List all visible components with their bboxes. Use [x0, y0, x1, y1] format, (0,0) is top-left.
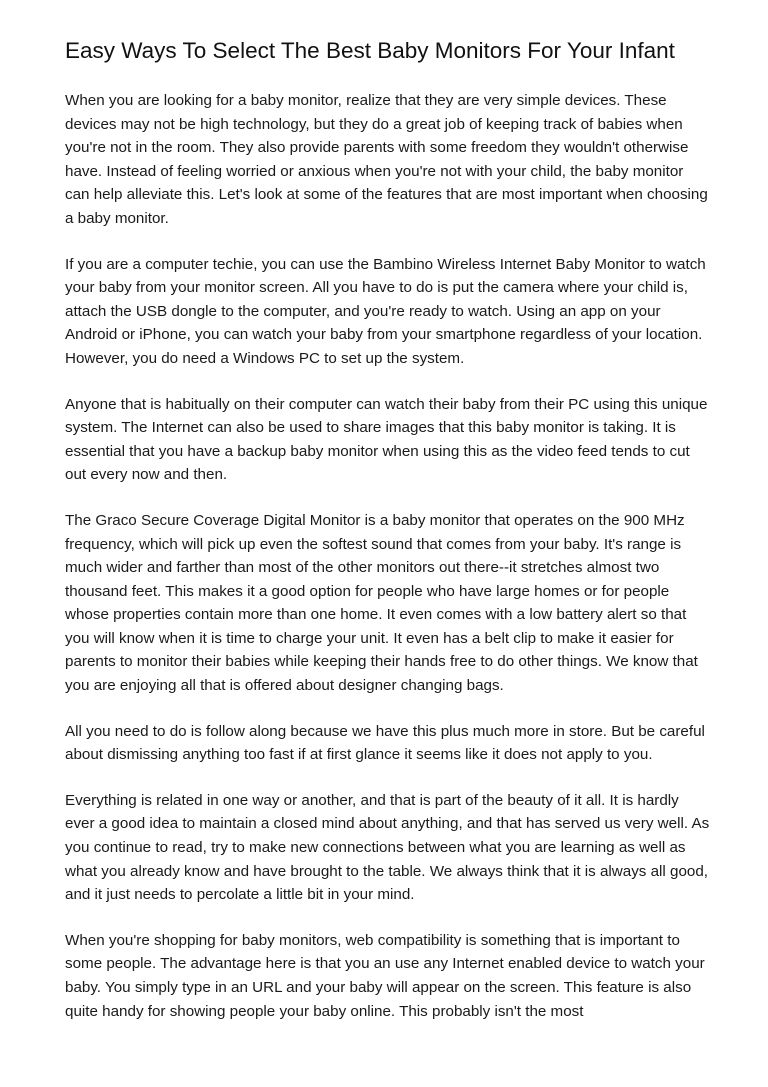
paragraph-6: Everything is related in one way or another, and that is part of the beauty of it all. It is hardly ever a good idea to maintain a closed mind about anything, and that has served us very well. As you continue to read, try to make new connections between what you are learning as well as what you already know and have brought to the table. We always think that it is always all good, and it just needs to percolate a little bit in your mind.: [65, 791, 710, 904]
paragraph-1: When you are looking for a baby monitor, realize that they are very simple devices. These devices may not be high technology, but they do a great job of keeping track of babies when you're not in the room. They also provide parents with some freedom they wouldn't otherwise have. Instead of feeling worried or anxious when you're not with your child, the baby monitor can help alleviate this. Let's look at some of the features that are most important when choosing a baby monitor.: [65, 92, 708, 227]
paragraph-2: If you are a computer techie, you can use the Bambino Wireless Internet Baby Monitor to watch your baby from your monitor screen. All you have to do is put the camera where your child is, attach the USB dongle to the computer, and you're ready to watch. Using an app on your Android or iPhone, you can watch your baby from your smartphone regardless of your location. However, you do need a Windows PC to set up the system.: [65, 255, 706, 367]
paragraph-3: Anyone that is habitually on their computer can watch their baby from their PC using this unique system. The Internet can also be used to share images that this baby monitor is taking. It is essential that you have a backup baby monitor when using this as the video feed tends to cut out every now and then.: [65, 395, 708, 484]
paragraph-4: The Graco Secure Coverage Digital Monitor is a baby monitor that operates on the 900 MHz frequency, which will pick up even the softest sound that comes from your baby. It's range is much wider and farther than most of the other monitors out there--it stretches almost two thousand feet. This makes it a good option for people who have large homes or for people whose properties contain more than one home. It even comes with a low battery alert so that you will know when it is time to charge your unit. It even has a belt clip to make it easier for parents to monitor their babies while keeping their hands free to do other things. We know that you are enjoying all that is offered about designer changing bags.: [65, 511, 698, 695]
page-title: Easy Ways To Select The Best Baby Monitors For Your Infant: [65, 38, 675, 63]
paragraph-7: When you're shopping for baby monitors, web compatibility is something that is important to some people. The advantage here is that you an use any Internet enabled device to watch your baby. You simply type in an URL and your baby will appear on the screen. This feature is also quite handy for showing people your baby online. This probably isn't the most: [65, 931, 705, 1020]
paragraph-5: All you need to do is follow along because we have this plus much more in store. But be careful about dismissing anything too fast if at first glance it seems like it does not apply to you.: [65, 722, 705, 764]
